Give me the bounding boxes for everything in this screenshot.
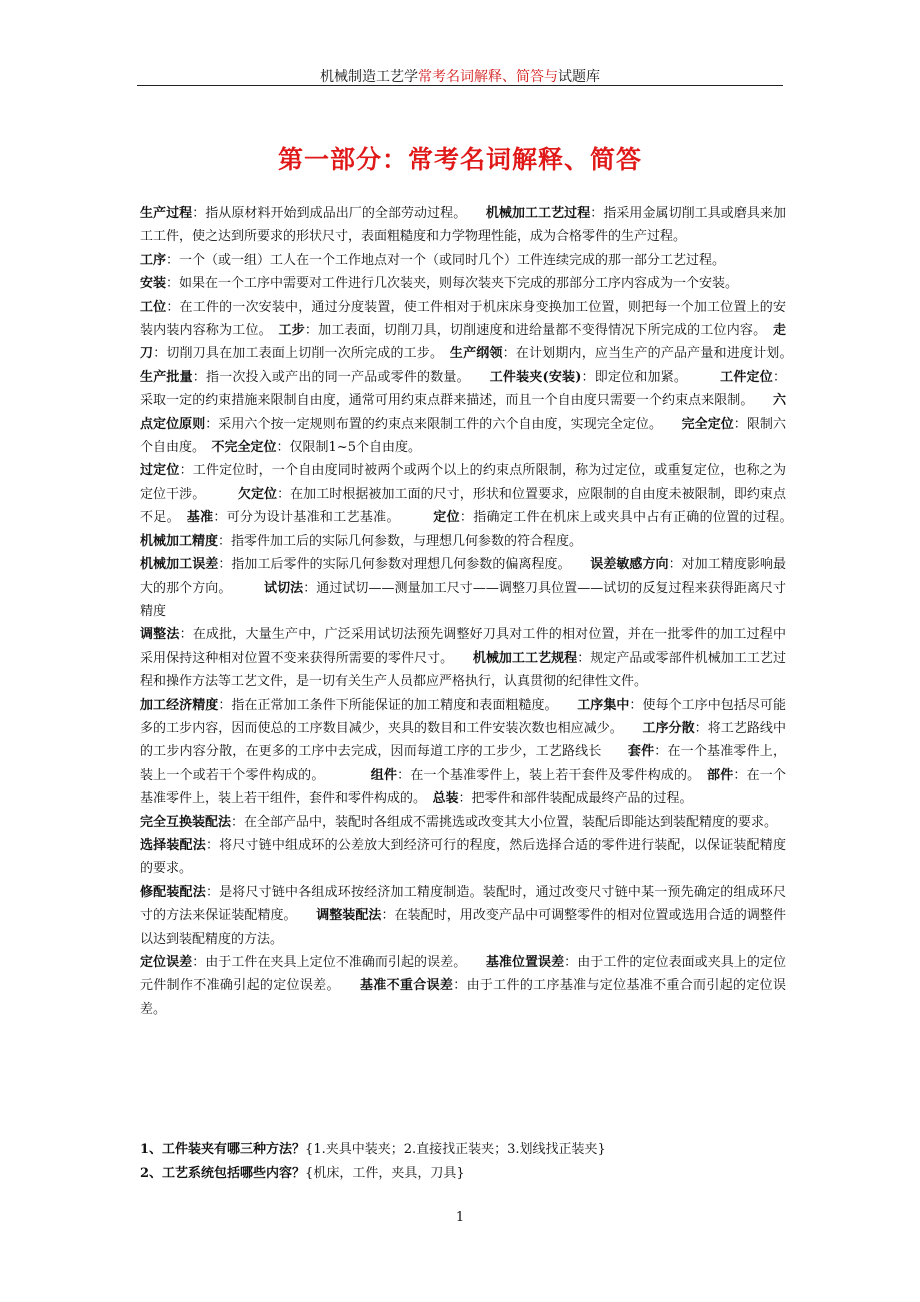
term-definition: ：把零件和部件装配成最终产品的过程。 [458, 791, 693, 807]
term-label: 机械加工精度 [140, 533, 219, 549]
question-text: 1、工件装夹有哪三种方法？ [140, 1142, 306, 1157]
term-definition: ：由于工件的定位表面或夹具上的定位元件制作不准确引起的定位误差。 [140, 955, 786, 994]
term-definition: ：使每个工序中包括尽可能多的工步内容，因而使总的工序数目减少，夹具的数目和工件安装次数也相应减少。 [140, 697, 786, 736]
definition-paragraph [140, 272, 786, 295]
definition-paragraph [140, 881, 786, 951]
term-label: 修配装配法 [140, 884, 206, 900]
term-label: 机械加工误差 [140, 557, 219, 573]
term-definition: ：一个（或一组）工人在一个工作地点对一个（或同时几个）工件连续完成的那一部分工艺过程。 [166, 252, 726, 268]
term-definition: ：切削刀具在加工表面上切削一次所完成的工步。 [153, 346, 450, 362]
term-definition: ：采取一定的约束措施来限制自由度，通常可用约束点群来描述，而且一个自由度只需要一个约束点来限制。 [140, 369, 786, 409]
term-label: 选择装配法 [140, 837, 206, 853]
term-definition: ：将尺寸链中组成环的公差放大到经济可行的程度，然后选择合适的零件进行装配，以保证装配精度的要求。 [140, 837, 786, 877]
term-label: 生产过程 [140, 206, 193, 221]
term-label: 机械加工工艺规程 [472, 650, 578, 666]
definition-paragraph [140, 694, 786, 811]
term-definition: ：指在正常加工条件下所能保证的加工精度和表面粗糙度。 [218, 697, 578, 713]
definition-paragraph [140, 811, 786, 834]
term-label: 定位 [433, 510, 460, 526]
term-label: 完全定位 [681, 416, 734, 432]
answer-text: {1.夹具中装夹；2.直接找正装夹；3.划线找正装夹} [305, 1142, 606, 1157]
header-text-2: 常考名词解释、简答与 [418, 69, 558, 85]
term-definition: ：在全部产品中，装配时各组成不需挑选或改变其大小位置，装配后即能达到装配精度的要求。 [231, 814, 778, 830]
term-label: 机械加工工艺过程 [485, 206, 591, 221]
term-label: 调整法 [140, 627, 180, 643]
term-label: 安装 [140, 276, 167, 292]
term-definition: ：将工艺路线中的工步内容分散，在更多的工序中去完成，因而每道工序的工步少，工艺路线长 [140, 720, 786, 760]
term-definition: ：指确定工件在机床上或夹具中占有正确的位置的过程。 [459, 510, 799, 526]
header-text-3: 试题库 [558, 69, 600, 85]
question-item [140, 1138, 786, 1162]
term-label: 试切法 [264, 580, 304, 596]
term-definition: ：是将尺寸链中各组成环按经济加工精度制造。装配时，通过改变尺寸链中某一预先确定的组成环尺寸的方法来保证装配精度。 [140, 884, 786, 924]
header-text-1: 机械制造工艺学 [320, 69, 418, 85]
term-label: 工序 [140, 252, 167, 268]
term-definition: ：在装配时，用改变产品中可调整零件的相对位置或选用合适的调整件以达到装配精度的方法。 [140, 908, 786, 947]
term-label: 误差敏感方向 [590, 557, 669, 573]
term-label: 基准 [186, 510, 214, 526]
term-label: 完全互换装配法 [140, 814, 232, 830]
term-label: 部件 [707, 767, 734, 783]
term-definition: ：在一个基准零件上，装上若干组件，套件和零件构成的。 [140, 767, 786, 807]
term-label: 欠定位 [237, 486, 278, 502]
term-label: 工件定位 [720, 369, 773, 385]
term-label: 六点定位原则 [140, 393, 786, 432]
definition-paragraph [140, 834, 786, 881]
definition-paragraph [140, 202, 786, 249]
term-definition: ：规定产品或零部件机械加工工艺过程和操作方法等工艺文件，是一切有关生产人员都应严格执行，认真贯彻的纪律性文件。 [140, 650, 786, 690]
term-label: 走刀 [140, 323, 786, 362]
term-definition: ：指加工后零件的实际几何参数对理想几何参数的偏离程度。 [218, 557, 591, 573]
term-definition: ：指零件加工后的实际几何参数，与理想几何参数的符合程度。 [218, 533, 583, 549]
term-definition: ：可分为设计基准和工艺基准。 [213, 510, 434, 526]
definition-paragraph [140, 296, 812, 460]
term-label: 基准不重合误差 [359, 978, 454, 994]
term-label: 工序分散 [642, 720, 695, 736]
term-definition: ：仅限制1~5个自由度。 [276, 440, 421, 456]
term-definition: ：由于工件在夹具上定位不准确而引起的误差。 [192, 955, 486, 970]
term-definition: ：通过试切——测量加工尺寸——调整刀具位置——试切的反复过程来获得距离尺寸精度 [140, 580, 786, 619]
term-definition: ：在一个基准零件上，装上若干套件及零件构成的。 [397, 767, 708, 783]
section-title: 第一部分：常考名词解释、简答 [277, 145, 642, 174]
term-definition: ：加工表面，切削刀具，切削速度和进给量都不变得情况下所完成的工位内容。 [304, 323, 773, 339]
term-definition: ：对加工精度影响最大的那个方向。 [140, 557, 786, 596]
term-definition: ：指采用金属切削工具或磨具来加工工件，使之达到所要求的形状尺寸，表面粗糙度和力学物理性能，成为合格零件的生产过程。 [140, 206, 786, 245]
term-definition: ：工件定位时，一个自由度同时被两个或两个以上的约束点所限制，称为过定位，或重复定位，也称之为定位干涉。 [140, 463, 786, 502]
term-definition: ：指从原材料开始到成品出厂的全部劳动过程。 [192, 206, 486, 221]
term-definition: ：在成批，大量生产中，广泛采用试切法预先调整好刀具对工件的相对位置，并在一批零件的加工过程中采用保持这种相对位置不变来获得所需要的零件尺寸。 [140, 627, 786, 666]
term-definition: ：由于工件的工序基准与定位基准不重合而引起的定位误差。 [140, 978, 786, 1017]
term-label: 组件 [370, 767, 398, 783]
term-label: 工件装夹(安装) [489, 369, 582, 385]
term-label: 工位 [140, 299, 167, 315]
term-definition: ：指一次投入或产出的同一产品或零件的数量。 [192, 369, 490, 385]
term-definition: ：在计划期内，应当生产的产品产量和进度计划。 [502, 346, 812, 362]
question-text: 2、工艺系统包括哪些内容？ [140, 1166, 306, 1181]
term-definition: ：限制六个自由度。 [140, 416, 786, 456]
header-rule [137, 85, 783, 86]
page-header [137, 66, 783, 86]
term-definition: ：在工件的一次安装中，通过分度装置，使工件相对于机床床身变换加工位置，则把每一个加工位置上的安装内装内容称为工位。 [140, 299, 786, 339]
term-definition: ：即定位和加紧。 [581, 369, 721, 385]
answer-text: {机床，工件，夹具，刀具} [305, 1166, 465, 1181]
definitions-body [140, 202, 812, 1021]
term-label: 总装 [432, 791, 459, 807]
questions-list [140, 1138, 786, 1186]
definition-paragraph [140, 459, 799, 553]
question-item [140, 1162, 786, 1186]
definition-paragraph [140, 623, 786, 693]
term-label: 基准位置误差 [485, 955, 565, 970]
term-definition: ：在加工时根据被加工面的尺寸，形状和位置要求，应限制的自由度未被限制，即约束点不足。 [140, 486, 786, 526]
term-label: 过定位 [140, 463, 180, 479]
term-label: 工步 [278, 323, 305, 339]
term-label: 定位误差 [140, 955, 193, 970]
term-label: 生产批量 [140, 369, 193, 385]
term-label: 工序集中 [577, 697, 630, 713]
definition-paragraph [140, 249, 786, 272]
term-label: 加工经济精度 [140, 697, 219, 713]
term-definition: ：采用六个按一定规则布置的约束点来限制工件的六个自由度，实现完全定位。 [205, 416, 682, 432]
definition-paragraph [140, 951, 786, 1021]
term-label: 不完全定位 [211, 440, 277, 456]
term-definition: ：如果在一个工序中需要对工件进行几次装夹，则每次装夹下完成的那部分工序内容成为一个安装。 [166, 276, 739, 292]
term-label: 生产纲领 [449, 346, 503, 362]
definition-paragraph [140, 553, 786, 623]
page-number: 1 [455, 1210, 465, 1225]
term-label: 调整装配法 [316, 908, 382, 924]
term-label: 套件 [627, 744, 655, 760]
term-definition: ：在一个基准零件上，装上一个或若干个零件构成的。 [140, 744, 786, 783]
